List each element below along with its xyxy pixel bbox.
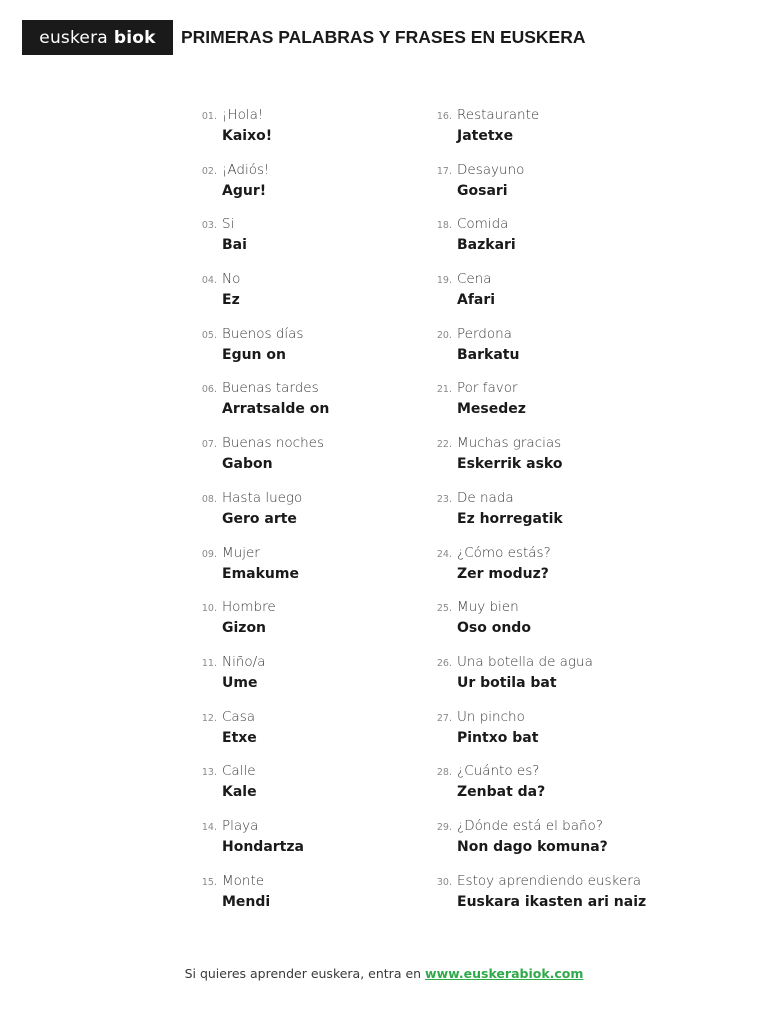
phrase-spanish: Buenos días (222, 325, 304, 342)
phrase-number: 12. (201, 712, 217, 724)
phrase-item (431, 487, 681, 542)
brand-logo[interactable] (22, 20, 173, 55)
phrase-spanish: Una botella de agua (457, 653, 593, 670)
phrase-spanish: Cena (457, 271, 492, 288)
phrase-list-right (431, 104, 681, 924)
phrase-number: 13. (201, 767, 217, 779)
phrase-item (196, 706, 426, 761)
phrase-spanish: Un pincho (457, 708, 525, 725)
phrase-spanish: Calle (222, 763, 256, 780)
phrase-item (196, 596, 426, 651)
phrase-spanish: Hasta luego (222, 489, 303, 506)
phrase-item (431, 596, 681, 651)
phrase-item (431, 323, 681, 378)
phrase-number: 30. (436, 876, 452, 888)
phrase-spanish: Hombre (222, 599, 276, 616)
phrase-spanish: Desayuno (457, 161, 525, 178)
phrase-basque: Gero arte (222, 510, 297, 527)
phrase-basque: Oso ondo (457, 620, 531, 637)
phrase-basque: Kaixo! (222, 128, 273, 144)
phrase-item (196, 542, 426, 597)
phrase-number: 20. (436, 329, 452, 341)
phrase-number: 18. (436, 220, 452, 232)
logo-text-light: euskera (39, 27, 108, 48)
phrase-basque: Mesedez (457, 401, 526, 418)
phrase-spanish: ¿Dónde está el baño? (457, 817, 603, 834)
phrase-spanish: Estoy aprendiendo euskera (457, 872, 642, 889)
phrase-spanish: No (222, 271, 241, 288)
phrase-item (196, 487, 426, 542)
phrase-basque: Ume (222, 674, 258, 691)
phrase-spanish: ¿Cuánto es? (457, 763, 540, 780)
phrase-basque: Arratsalde on (222, 401, 330, 418)
phrase-item (431, 542, 681, 597)
phrase-item (431, 213, 681, 268)
phrase-spanish: De nada (457, 489, 514, 506)
phrase-item (431, 268, 681, 323)
phrase-item (431, 377, 681, 432)
phrase-basque: Jatetxe (457, 128, 514, 144)
phrase-basque: Zer moduz? (457, 565, 549, 582)
phrase-spanish: Monte (222, 872, 265, 889)
phrase-basque: Pintxo bat (457, 729, 539, 746)
phrase-basque: Non dago komuna? (457, 838, 608, 855)
phrase-number: 28. (436, 767, 452, 779)
phrase-basque: Euskara ikasten ari naiz (457, 893, 647, 910)
phrase-spanish: Restaurante (457, 107, 540, 123)
phrase-basque: Emakume (222, 565, 299, 582)
phrase-item (196, 323, 426, 378)
phrase-basque: Gosari (457, 182, 508, 199)
footer-text: Si quieres aprender euskera, entra en (184, 966, 426, 981)
phrase-basque: Bazkari (457, 237, 516, 254)
phrase-item (196, 159, 426, 214)
phrase-spanish: Niño/a (222, 653, 266, 670)
logo-text-bold: biok (113, 27, 156, 48)
phrase-number: 22. (436, 439, 452, 451)
phrase-item (196, 432, 426, 487)
phrase-basque: Mendi (222, 893, 271, 910)
phrase-spanish: Buenas tardes (222, 380, 319, 397)
phrase-item (431, 432, 681, 487)
phrase-spanish: Casa (222, 708, 256, 725)
phrase-number: 23. (436, 493, 452, 505)
phrase-item (431, 706, 681, 761)
phrase-item (431, 651, 681, 706)
phrase-number: 08. (201, 493, 217, 505)
phrase-number: 19. (436, 275, 452, 287)
phrase-spanish: ¡Adiós! (222, 161, 270, 178)
phrase-item (196, 870, 426, 925)
page-footer (0, 966, 768, 981)
phrase-basque: Ez horregatik (457, 510, 563, 527)
phrase-number: 05. (201, 329, 217, 341)
phrase-number: 07. (201, 439, 217, 451)
phrase-spanish: Si (222, 216, 235, 233)
page-header (22, 20, 586, 55)
phrase-spanish: Playa (222, 817, 259, 834)
phrase-item (431, 104, 681, 159)
phrase-spanish: ¡Hola! (222, 107, 264, 123)
phrase-basque: Bai (222, 237, 247, 254)
phrase-basque: Etxe (222, 729, 257, 746)
phrase-spanish: Comida (457, 216, 509, 233)
phrase-basque: Kale (222, 784, 257, 801)
phrase-item (431, 760, 681, 815)
phrase-list-left (196, 104, 426, 924)
phrase-spanish: ¿Cómo estás? (457, 544, 551, 561)
website-link[interactable]: www.euskerabiok.com (425, 966, 584, 981)
phrase-item (431, 870, 681, 925)
phrase-number: 16. (436, 111, 452, 122)
phrase-number: 15. (201, 876, 217, 888)
phrase-spanish: Mujer (222, 544, 260, 561)
phrase-number: 09. (201, 548, 217, 560)
phrase-number: 11. (201, 657, 217, 669)
phrase-item (196, 815, 426, 870)
phrase-basque: Afari (457, 292, 496, 309)
phrase-basque: Egun on (222, 346, 286, 363)
phrase-item (196, 104, 426, 159)
page-title: PRIMERAS PALABRAS Y FRASES EN EUSKERA (181, 27, 586, 47)
phrase-number: 21. (436, 384, 452, 396)
phrase-item (196, 213, 426, 268)
phrase-basque: Ez (222, 292, 240, 309)
phrase-number: 25. (436, 603, 452, 615)
phrase-basque: Eskerrik asko (457, 456, 563, 473)
phrase-number: 29. (436, 821, 452, 833)
phrase-number: 26. (436, 657, 452, 669)
phrase-basque: Gizon (222, 620, 267, 637)
phrase-item (196, 651, 426, 706)
phrase-spanish: Perdona (457, 325, 512, 342)
phrase-item (196, 760, 426, 815)
phrase-number: 02. (201, 165, 217, 177)
phrase-number: 24. (436, 548, 452, 560)
phrase-item (431, 815, 681, 870)
phrase-item (431, 159, 681, 214)
phrase-spanish: Muchas gracias (457, 435, 562, 452)
phrase-spanish: Muy bien (457, 599, 519, 616)
phrase-number: 27. (436, 712, 452, 724)
phrase-number: 10. (201, 603, 217, 615)
phrase-basque: Gabon (222, 456, 273, 473)
phrase-basque: Ur botila bat (457, 674, 557, 691)
phrase-basque: Hondartza (222, 838, 304, 855)
phrase-basque: Zenbat da? (457, 784, 546, 801)
phrase-number: 04. (201, 275, 217, 287)
phrase-spanish: Buenas noches (222, 435, 324, 452)
phrase-item (196, 268, 426, 323)
phrase-number: 01. (201, 111, 217, 122)
phrase-item (196, 377, 426, 432)
phrase-basque: Barkatu (457, 346, 520, 363)
phrase-number: 17. (436, 165, 452, 177)
phrase-number: 14. (201, 821, 217, 833)
phrase-number: 03. (201, 220, 217, 232)
phrase-basque: Agur! (222, 182, 267, 199)
phrase-spanish: Por favor (457, 380, 518, 397)
phrase-number: 06. (201, 384, 217, 396)
